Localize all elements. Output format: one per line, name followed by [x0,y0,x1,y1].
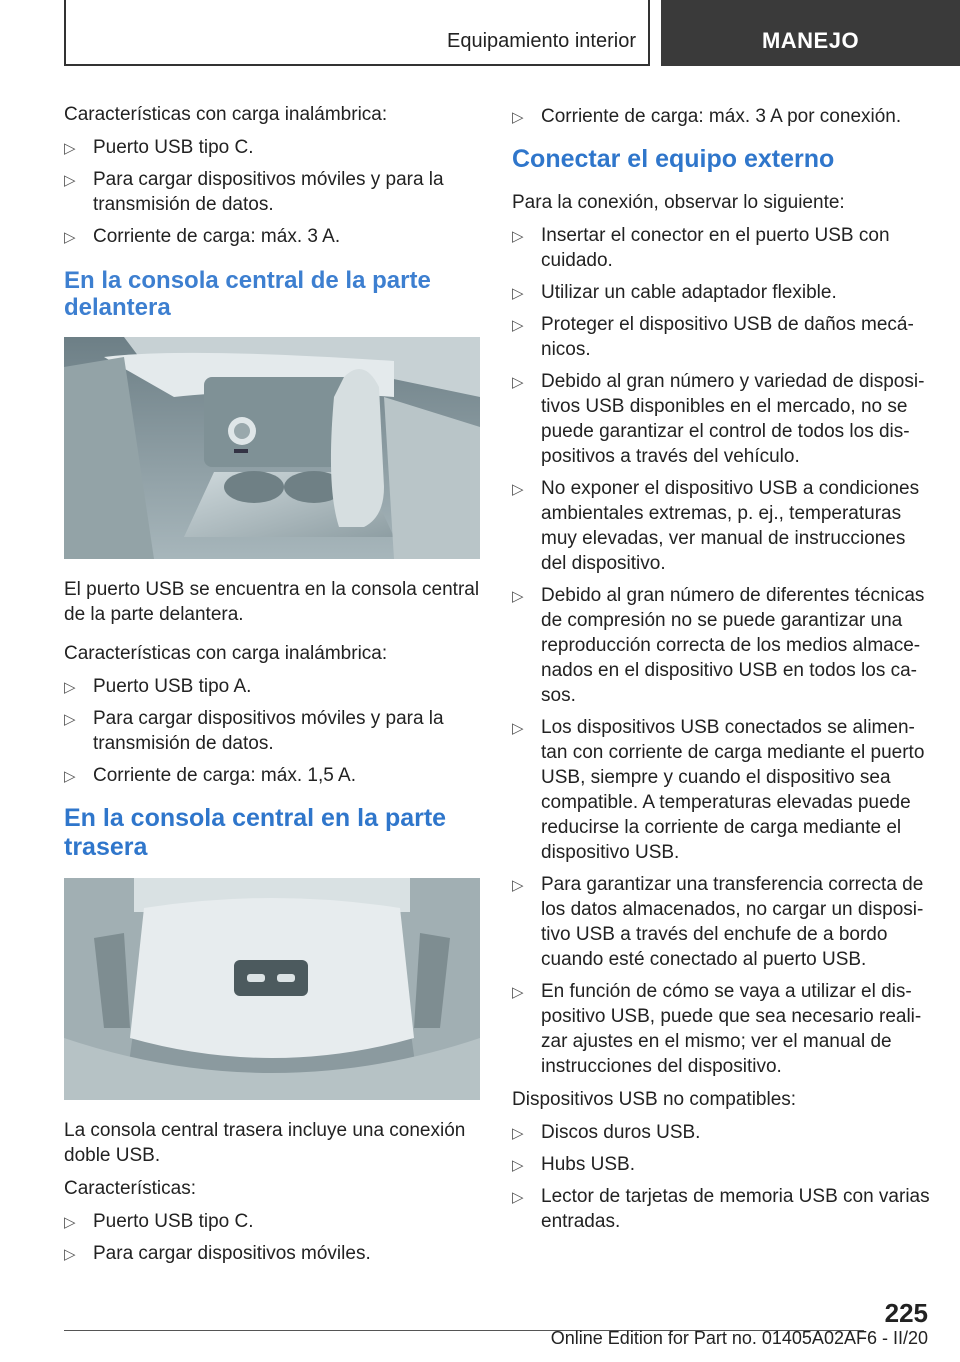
bullet-triangle-icon: ▷ [512,1125,524,1142]
list-item: ▷ Corriente de carga: máx. 3 A por conexión. [512,104,930,129]
bullet-triangle-icon: ▷ [512,481,524,498]
bullet-triangle-icon: ▷ [64,768,76,785]
intro-text: Características con carga inalámbrica: [64,104,388,125]
front-console-image [64,337,480,559]
bullet-triangle-icon: ▷ [512,720,524,737]
list-item: ▷ Corriente de carga: máx. 3 A. [64,224,482,249]
caption-front: El puerto USB se encuentra en la consola central de la parte delantera. [64,579,480,625]
page-header [64,0,960,66]
left-column [64,102,482,1274]
list-item: ▷ Debido al gran número y variedad de dispositivos USB disponibles en el mercado, no se puede garantizar el control de todos los dispositivos a través del vehículo. [512,371,925,467]
edition-text: Online Edition for Part no. 01405A02AF6 - II/20 [550,1328,928,1348]
bullet-triangle-icon: ▷ [512,228,524,245]
list-item: ▷ Para cargar dispositivos móviles y para la transmisión de datos. [64,708,444,754]
list-item: ▷ Los dispositivos USB conectados se alimentan con corriente de carga mediante el puerto USB, siempre y cuando el dispositivo sea compatible. A temperaturas elevadas puede reducirse la corriente de carga mediante el dispositivo USB. [512,717,925,863]
incompatible-list [512,1120,930,1234]
bullet-triangle-icon: ▷ [512,1189,524,1206]
list-item: ▷ Insertar el conector en el puerto USB con cuidado. [512,225,890,271]
bullet-triangle-icon: ▷ [64,711,76,728]
bullet-triangle-icon: ▷ [64,140,76,157]
list-item: ▷ Corriente de carga: máx. 1,5 A. [64,763,482,788]
bullet-triangle-icon: ▷ [512,588,524,605]
rear-console-image [64,878,480,1100]
section-heading-front: En la consola central de la parte delantera [64,267,431,321]
list-item: ▷ Puerto USB tipo A. [64,674,482,699]
list-item: ▷ Puerto USB tipo C. [64,135,482,160]
bullet-triangle-icon: ▷ [512,285,524,302]
bullet-triangle-icon: ▷ [512,877,524,894]
list-item: ▷ Para cargar dispositivos móviles y para la transmisión de datos. [64,169,444,215]
chapter-title: MANEJO [761,28,860,53]
list-item: ▷ Proteger el dispositivo USB de daños mecánicos. [512,314,914,360]
list-item: ▷ Lector de tarjetas de memoria USB con varias entradas. [512,1186,930,1232]
bullet-triangle-icon: ▷ [512,984,524,1001]
bullet-triangle-icon: ▷ [512,374,524,391]
bullet-triangle-icon: ▷ [64,172,76,189]
feature-list [512,104,930,129]
feature-list [64,674,482,788]
bullet-triangle-icon: ▷ [64,229,76,246]
chapter-tab [661,0,960,66]
list-item: ▷ Hubs USB. [512,1152,930,1177]
page-number: 225 [884,1298,928,1328]
bullet-triangle-icon: ▷ [512,317,524,334]
section-heading-rear: En la consola central en la parte trasera [64,804,447,861]
caption-rear: La consola central trasera incluye una conexión doble USB. [64,1120,466,1166]
right-column [512,104,930,1242]
list-item: ▷ Discos duros USB. [512,1120,930,1145]
section-heading-connect: Conectar el equipo externo [512,145,835,173]
list-item: ▷ Para garantizar una transferencia correcta de los datos almacenados, no cargar un dispositivo USB a través del enchufe de a bordo cuando esté conectado al puerto USB. [512,874,924,970]
intro-text: Dispositivos USB no compatibles: [512,1089,797,1110]
list-item: ▷ No exponer el dispositivo USB a condiciones ambientales extremas, p. ej., temperaturas muy elevadas, ver manual de instrucciones del dispositivo. [512,478,920,574]
bullet-triangle-icon: ▷ [512,1157,524,1174]
intro-text: Para la conexión, observar lo siguiente: [512,192,845,213]
list-item: ▷ Utilizar un cable adaptador flexible. [512,280,930,305]
list-item: ▷ En función de cómo se vaya a utilizar el dispositivo USB, puede que sea necesario realizar ajustes en el mismo; ver el manual de instrucciones del dispositivo. [512,981,922,1077]
bullet-triangle-icon: ▷ [64,679,76,696]
intro-text: Características con carga inalámbrica: [64,643,388,664]
bullet-triangle-icon: ▷ [64,1214,76,1231]
section-tab [64,0,650,66]
list-item: ▷ Debido al gran número de diferentes técnicas de compresión no se puede garantizar una reproducción correcta de los medios almacenados en el dispositivo USB en todos los casos. [512,585,925,706]
section-title: Equipamiento interior [447,30,636,52]
instruction-list [512,223,930,1079]
bullet-triangle-icon: ▷ [512,109,524,126]
list-item: ▷ Puerto USB tipo C. [64,1209,482,1234]
list-item: ▷ Para cargar dispositivos móviles. [64,1241,482,1266]
feature-list [64,1209,482,1266]
bullet-triangle-icon: ▷ [64,1246,76,1263]
feature-list [64,135,482,249]
intro-text: Características: [64,1178,196,1199]
